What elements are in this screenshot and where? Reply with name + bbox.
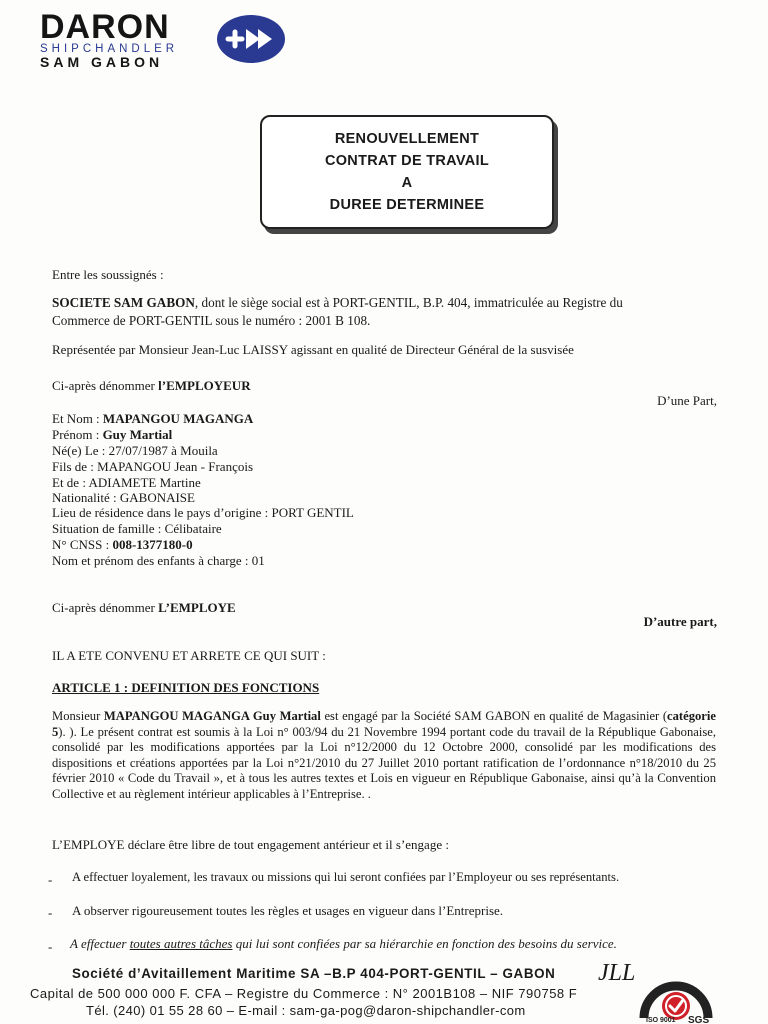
employer-name: SOCIETE SAM GABON: [52, 295, 195, 310]
title-line-3: A: [401, 175, 413, 191]
obligation-3-b: toutes autres tâches: [129, 936, 233, 951]
seal-iso-text: ISO 9001: [646, 1017, 676, 1024]
employee-label: L’EMPLOYE: [158, 600, 236, 615]
obligation-2: A observer rigoureusement toutes les règles et usages en vigueur dans l’Entreprise.: [72, 903, 504, 918]
art-p1-e: ). ). Le présent contrat est soumis à la Loi n° 003/94 du 21 Novembre 1994 portant code du travail de la République Gabonaise, consolidé par les modifications apportées par la Loi n°12/2000 du 12 Octobre 2000, consolidé par les modifications des dispositions et créations apportées par la Loi n°21/2010 du 27 Juillet 2010 portant ratification de l’ordonnance n°18/2010 du 25 février 2010 « Code du Travail », et à tous les autres textes et Lois en vigueur en République Gabonaise, ainsi qu’à la Convention Collective et au règlement intérieur applicables à l’Entreprise. .: [52, 724, 716, 801]
employee-first-name: [52, 427, 172, 443]
employee-birth: Né(e) Le : 27/07/1987 à Mouila: [52, 443, 218, 458]
employee-last-name: [52, 411, 253, 427]
first-name-label: Prénom :: [52, 427, 103, 442]
employer-identity-line2: Commerce de PORT-GENTIL sous le numéro : 2001 B 108.: [52, 313, 371, 328]
document-title-box: [260, 115, 554, 229]
title-line-4: DUREE DETERMINEE: [329, 197, 485, 213]
employee-declaration: L’EMPLOYE déclare être libre de tout engagement antérieur et il s’engage :: [52, 837, 449, 852]
article-1-heading: ARTICLE 1 : DEFINITION DES FONCTIONS: [52, 680, 320, 695]
first-name-value: Guy Martial: [102, 427, 173, 442]
employee-children: Nom et prénom des enfants à charge : 01: [52, 553, 265, 568]
second-party-label: D’autre part,: [643, 614, 717, 629]
employee-residence: Lieu de résidence dans le pays d’origine : PORT GENTIL: [52, 505, 354, 520]
bullet-dash-3: -: [48, 939, 53, 954]
art-p1-a: Monsieur: [52, 709, 104, 723]
employer-identity-line1: [52, 295, 623, 311]
footer-company-line: Société d’Avitaillement Maritime SA –B.P 404-PORT-GENTIL – GABON: [72, 966, 556, 981]
company-logo-emblem-icon: [216, 14, 286, 64]
employer-designation: [52, 378, 251, 394]
art-p1-c: est engagé par la Société SAM GABON en qualité de Magasinier (: [320, 709, 668, 723]
obligation-3-c: qui lui sont confiées par sa hiérarchie en fonction des besoins du service.: [232, 936, 617, 951]
signature-initials: JLL: [598, 960, 636, 986]
employee-designation: [52, 600, 236, 616]
employee-cnss: [52, 537, 193, 553]
art-p1-category: catégorie 5: [52, 709, 716, 739]
obligation-3: [70, 936, 617, 952]
employee-nationality: Nationalité : GABONAISE: [52, 490, 195, 505]
last-name-label: Et Nom :: [52, 411, 103, 426]
title-line-2: CONTRAT DE TRAVAIL: [324, 153, 490, 169]
company-logo-subtitle: SHIPCHANDLER: [40, 43, 179, 55]
employer-label: l’EMPLOYEUR: [158, 378, 251, 393]
obligation-3-a: A effectuer: [70, 936, 130, 951]
footer-contact-line: Tél. (240) 01 55 28 60 – E-mail : sam-ga-pog@daron-shipchandler-com: [86, 1003, 526, 1018]
employee-mother: Et de : ADIAMETE Martine: [52, 475, 201, 490]
obligation-1: A effectuer loyalement, les travaux ou missions qui lui seront confiées par l’Employeur ou ses représentants.: [72, 870, 620, 884]
article-1-paragraph: [52, 709, 716, 802]
employee-father: Fils de : MAPANGOU Jean - François: [52, 459, 254, 474]
company-logo-subtitle-2: SAM GABON: [40, 54, 164, 70]
company-logo-text: DARON: [40, 8, 170, 46]
bullet-dash-2: -: [48, 905, 53, 920]
title-line-1: RENOUVELLEMENT: [334, 131, 480, 147]
cnss-value: 008-1377180-0: [112, 537, 193, 552]
parties-intro: Entre les soussignés :: [52, 267, 164, 282]
first-party-label: D’une Part,: [657, 393, 717, 408]
footer-registration-line: Capital de 500 000 000 F. CFA – Registre du Commerce : N° 2001B108 – NIF 790758 F: [30, 986, 578, 1001]
agreement-statement: IL A ETE CONVENU ET ARRETE CE QUI SUIT :: [52, 648, 326, 663]
designation-prefix: Ci-après dénommer: [52, 378, 159, 393]
employer-representative: Représentée par Monsieur Jean-Luc LAISSY agissant en qualité de Directeur Général de la susvisée: [52, 342, 574, 357]
cnss-label: N° CNSS :: [52, 537, 113, 552]
bullet-dash-1: -: [48, 872, 53, 887]
art-p1-employee-name: MAPANGOU MAGANGA Guy Martial: [103, 709, 321, 723]
employer-details: , dont le siège social est à PORT-GENTIL, B.P. 404, immatriculée au Registre du: [194, 295, 623, 310]
last-name-value: MAPANGOU MAGANGA: [102, 411, 254, 426]
sgs-certification-seal-icon: [638, 962, 714, 1024]
seal-brand-text: SGS: [688, 1015, 710, 1024]
employee-marital-status: Situation de famille : Célibataire: [52, 521, 222, 536]
designation-prefix-2: Ci-après dénommer: [52, 600, 159, 615]
